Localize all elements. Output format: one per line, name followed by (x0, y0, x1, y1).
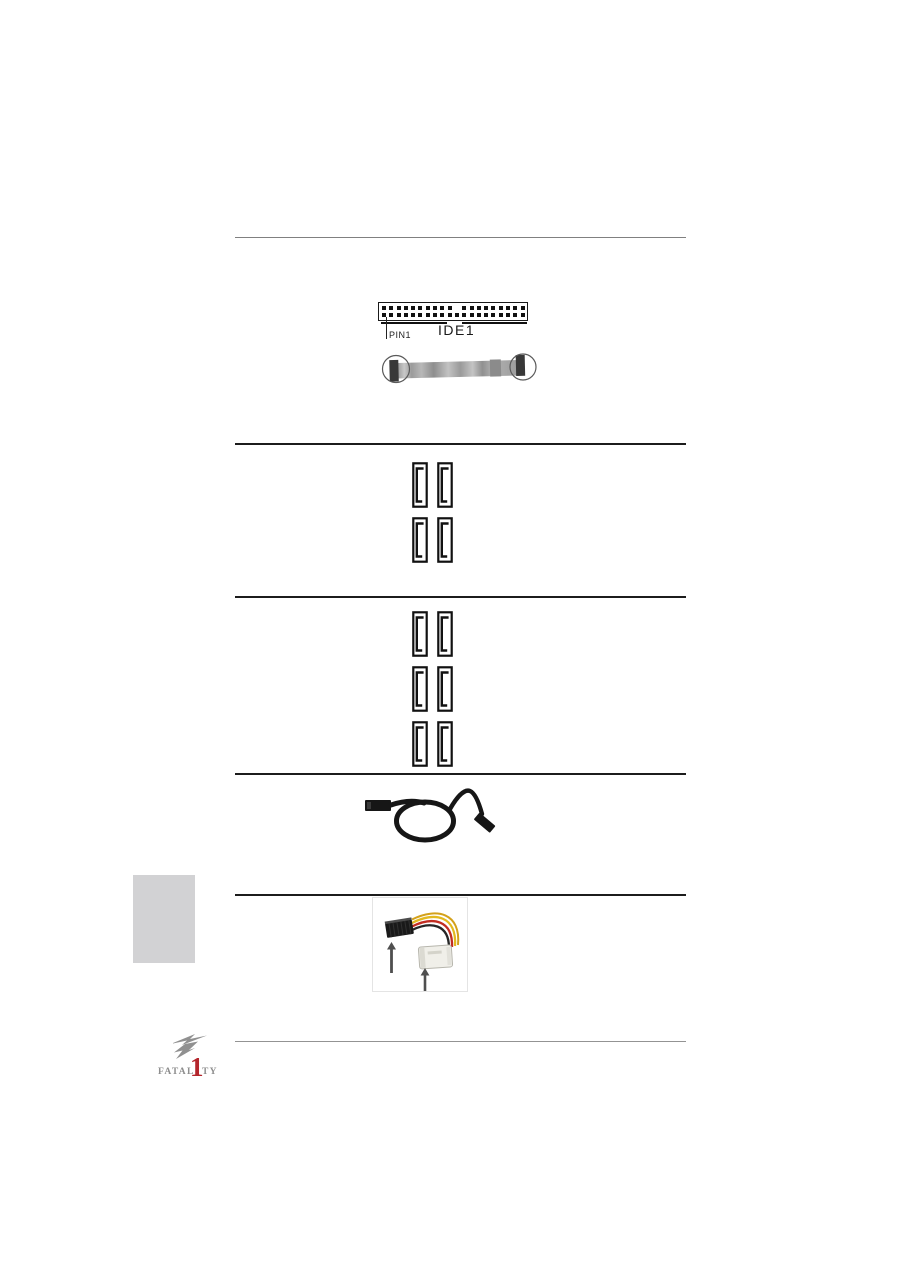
sata-port-icon (412, 462, 428, 508)
pin1-leader-line (386, 317, 387, 339)
ide-pin (470, 313, 474, 317)
ide-pin (418, 306, 422, 310)
ide-pin (513, 306, 517, 310)
sata-port-icon (412, 611, 428, 657)
molex-connector (418, 945, 452, 969)
cable-end-connector (516, 355, 526, 376)
ide-pin (513, 313, 517, 317)
ide-pin (440, 306, 444, 310)
ide-pin (397, 306, 401, 310)
ide-pin (521, 313, 525, 317)
sata-data-cable-image (358, 783, 503, 845)
ide-pin (448, 306, 452, 310)
section-divider (235, 237, 686, 238)
ide-pin (455, 313, 459, 317)
ide-pin (499, 313, 503, 317)
ide-pin (411, 313, 415, 317)
ide-pin (506, 306, 510, 310)
cable-fold (490, 359, 501, 376)
page-edge-tab (133, 875, 195, 963)
ide-pin (484, 313, 488, 317)
up-arrow-icon (421, 968, 430, 991)
ide-pin (404, 306, 408, 310)
sata-port-icon (437, 517, 453, 563)
ide-pin (491, 313, 495, 317)
ide-ribbon-cable-image (373, 349, 539, 391)
ide-pin (440, 313, 444, 317)
ide-pin (499, 306, 503, 310)
pin1-label: PIN1 (389, 330, 412, 340)
ide-pin (448, 313, 452, 317)
ide-pin (397, 313, 401, 317)
sata-port-grid-bottom (412, 611, 453, 767)
sata-port-icon (437, 611, 453, 657)
section-divider (235, 773, 686, 775)
fatal1ty-logo (150, 1028, 230, 1086)
ide-pin (477, 313, 481, 317)
brand-wordmark-numeral: 1 (190, 1052, 204, 1082)
sata-port-icon (412, 517, 428, 563)
sata-power-connector (385, 917, 414, 938)
sata-port-icon (412, 666, 428, 712)
ide-pin (411, 306, 415, 310)
ide-pin (426, 313, 430, 317)
ide-pin (491, 306, 495, 310)
ide-pin (470, 306, 474, 310)
sata-cable-connector (474, 812, 496, 832)
ide-pin (433, 306, 437, 310)
ide-pin (389, 306, 393, 310)
sata-port-grid-top (412, 462, 453, 563)
ide-pin (484, 306, 488, 310)
up-arrow-icon (387, 942, 396, 973)
ide-pin (506, 313, 510, 317)
ide-pin (404, 313, 408, 317)
ide-pin (477, 306, 481, 310)
ide-pin (433, 313, 437, 317)
ide-pin (521, 306, 525, 310)
section-divider (235, 1041, 686, 1042)
ide-pin (382, 306, 386, 310)
sata-port-icon (437, 666, 453, 712)
section-divider (235, 596, 686, 598)
ide-pin (462, 313, 466, 317)
ide1-port-label: IDE1 (438, 322, 476, 338)
ide-pin (382, 313, 386, 317)
sata-port-icon (437, 462, 453, 508)
ide-pin (426, 306, 430, 310)
sata-port-icon (437, 721, 453, 767)
sata-port-icon (412, 721, 428, 767)
section-divider (235, 443, 686, 445)
brand-wordmark: TY (202, 1067, 218, 1077)
ide-pin (389, 313, 393, 317)
cable-end-connector (389, 360, 399, 382)
ide-pin-row-top (382, 306, 525, 310)
ide-pin-row-bottom (382, 313, 525, 317)
sata-power-cable-image (372, 897, 468, 992)
brand-wordmark: FATAL (158, 1067, 195, 1077)
ide-pin (418, 313, 422, 317)
section-divider (235, 894, 686, 896)
ide-pin (462, 306, 466, 310)
